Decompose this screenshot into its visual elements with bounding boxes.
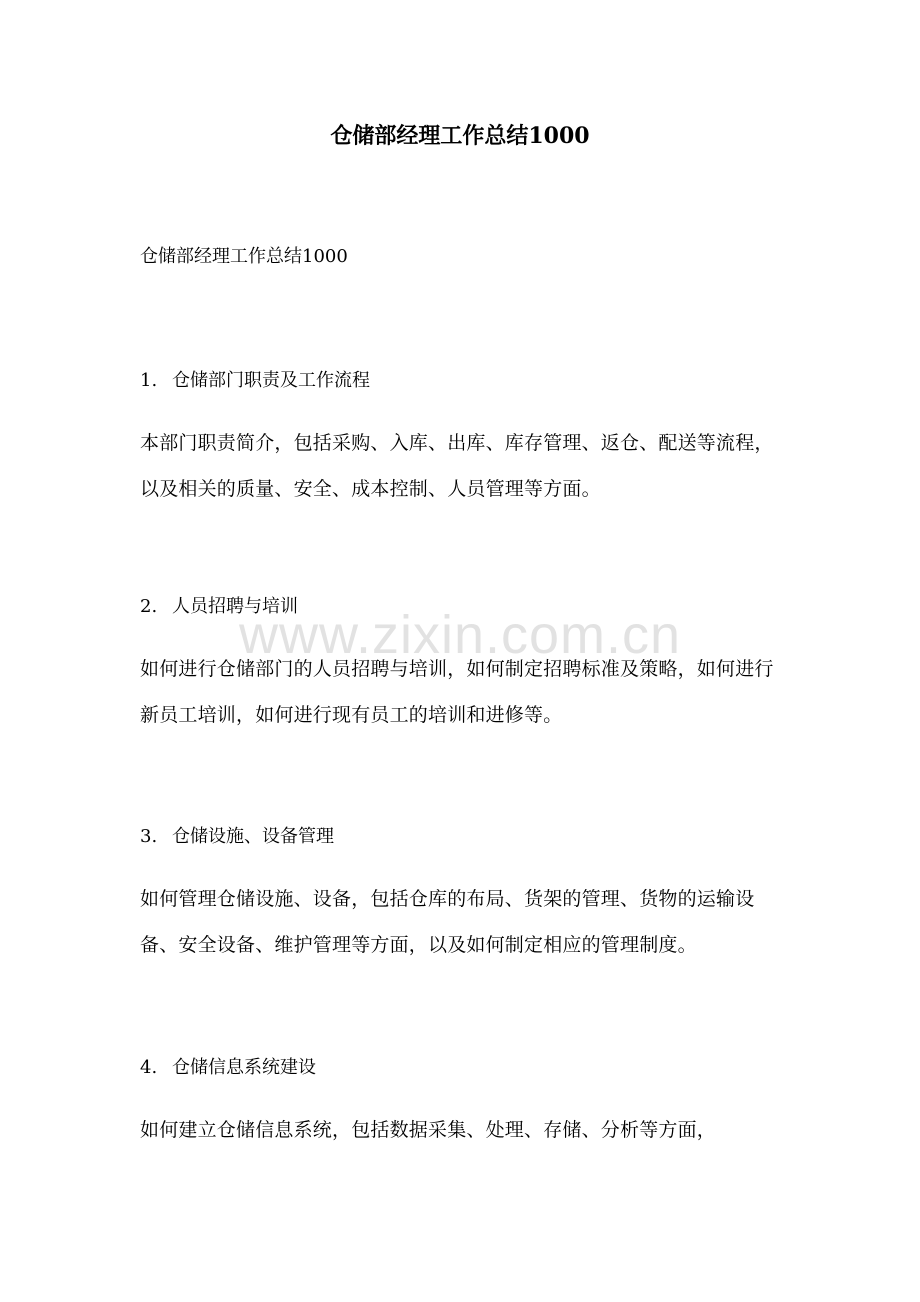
watermark: www.zixin.com.cn	[238, 605, 682, 665]
section-3	[140, 822, 790, 968]
section-heading	[140, 822, 790, 852]
document-title: 仓储部经理工作总结1000	[330, 123, 590, 149]
section-heading	[140, 1053, 790, 1083]
section-body: 本部门职责简介，包括采购、入库、出库、库存管理、返仓、配送等流程，以及相关的质量、安全、成本控制、人员管理等方面。	[140, 432, 774, 500]
section-heading-text: 仓储信息系统建设	[172, 1057, 316, 1078]
section-2	[140, 592, 790, 738]
section-4	[140, 1053, 790, 1153]
section-1	[140, 366, 790, 512]
document-subtitle: 仓储部经理工作总结1000	[140, 246, 348, 267]
section-number: 4.	[140, 1057, 158, 1078]
section-heading	[140, 366, 790, 396]
section-body: 如何管理仓储设施、设备，包括仓库的布局、货架的管理、货物的运输设备、安全设备、维护管理等方面，以及如何制定相应的管理制度。	[140, 888, 755, 956]
section-number: 1.	[140, 370, 158, 391]
section-body: 如何建立仓储信息系统，包括数据采集、处理、存储、分析等方面，	[140, 1119, 717, 1141]
section-number: 2.	[140, 596, 158, 617]
section-heading-text: 人员招聘与培训	[172, 596, 298, 617]
section-heading-text: 仓储设施、设备管理	[172, 826, 334, 847]
section-number: 3.	[140, 826, 158, 847]
section-body: 如何进行仓储部门的人员招聘与培训，如何制定招聘标准及策略，如何进行新员工培训，如何进行现有员工的培训和进修等。	[140, 658, 774, 726]
section-heading	[140, 592, 790, 622]
section-heading-text: 仓储部门职责及工作流程	[172, 370, 370, 391]
